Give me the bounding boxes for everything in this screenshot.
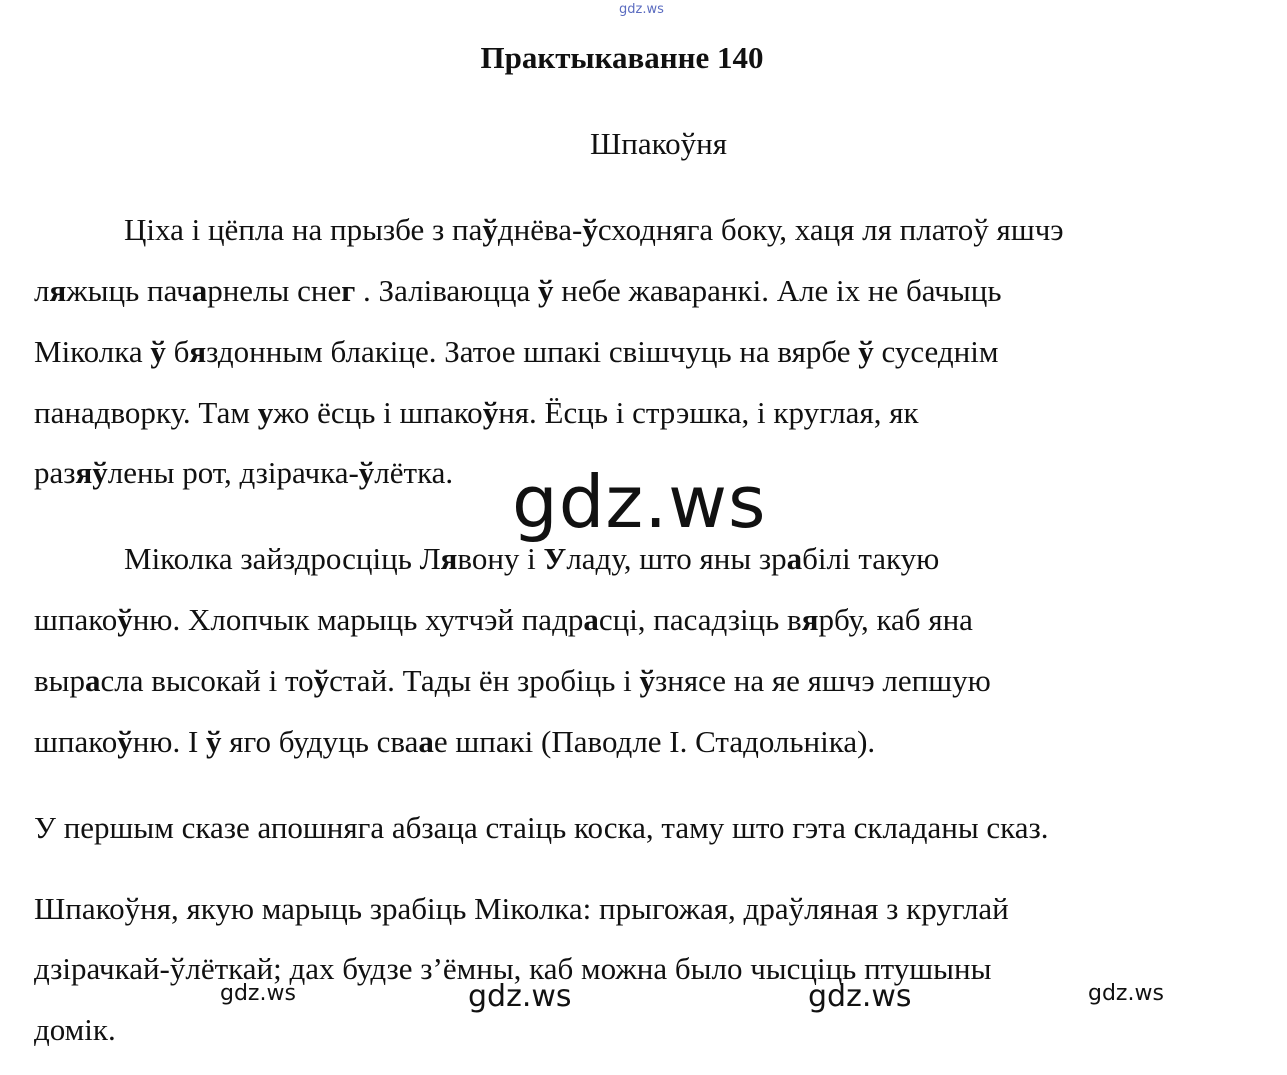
answer-line: домік. <box>34 1012 116 1047</box>
answer-comma: У першым сказе апошняга абзаца стаіць коска, таму што гэта складаны сказ. <box>34 810 1049 845</box>
highlighted-letter: а <box>191 273 208 308</box>
paragraph-line: Міколка ў бяздонным блакіце. Затое шпакі свішчуць на вярбе ў суседнім <box>34 334 999 369</box>
highlighted-letter: я <box>75 455 93 490</box>
highlighted-letter: я <box>440 541 458 576</box>
answer-line: дзірачкай-ўлёткай; дах будзе з’ёмны, каб можна было чысціць птушыны <box>34 951 992 986</box>
highlighted-letter: ў <box>538 273 554 308</box>
exercise-heading: Практыкаванне 140 <box>480 40 764 75</box>
highlighted-letter: а <box>583 602 599 637</box>
highlighted-letter: ў <box>482 395 499 430</box>
highlighted-letter: а <box>786 541 803 576</box>
text-title: Шпакоўня <box>590 126 727 161</box>
paragraph-line: шпакоўню. І ў яго будуць сваае шпакі (Паводле І. Стадольніка). <box>34 724 876 759</box>
answer-line: Шпакоўня, якую марыць зрабіць Міколка: прыгожая, драўляная з круглай <box>34 891 1009 926</box>
highlighted-letter: а <box>84 663 101 698</box>
watermark-bottom: gdz.ws <box>1088 981 1164 1006</box>
paragraph-line: разяўлены рот, дзірачка-ўлётка. <box>34 455 454 490</box>
highlighted-letter: ў <box>313 663 330 698</box>
paragraph-line: ляжыць пачарнелы снег . Заліваюцца ў небе жаваранкі. Але іх не бачыць <box>34 273 1002 308</box>
highlighted-letter: ў <box>582 212 598 247</box>
watermark-center: gdz.ws <box>512 460 767 544</box>
highlighted-letter: ў <box>117 602 133 637</box>
highlighted-letter: у <box>257 395 274 430</box>
highlighted-letter: я <box>49 273 67 308</box>
paragraph-line: Міколка зайздросціць Лявону і Уладу, што яны зрабілі такую <box>124 541 940 576</box>
highlighted-letter: г <box>341 273 356 308</box>
highlighted-letter: ў <box>358 455 375 490</box>
highlighted-letter: ў <box>117 724 133 759</box>
highlighted-letter: У <box>543 541 567 576</box>
highlighted-letter: ў <box>639 663 656 698</box>
highlighted-letter: ў <box>482 212 498 247</box>
paragraph-line: Ціха і цёпла на прызбе з паўднёва-ўсходняга боку, хаця ля платоў яшчэ <box>124 212 1064 247</box>
watermark-bottom: gdz.ws <box>808 979 912 1014</box>
watermark-top: gdz.ws <box>619 2 664 17</box>
highlighted-letter: ў <box>858 334 874 369</box>
highlighted-letter: ў <box>92 455 108 490</box>
paragraph-line: панадворку. Там ужо ёсць і шпакоўня. Ёсць і стрэшка, і круглая, як <box>34 395 919 430</box>
highlighted-letter: ў <box>206 724 222 759</box>
paragraph-line: вырасла высокай і тоўстай. Тады ён зробіць і ўзнясе на яе яшчэ лепшую <box>34 663 991 698</box>
highlighted-letter: а <box>418 724 434 759</box>
highlighted-letter: я <box>189 334 207 369</box>
highlighted-letter: я <box>801 602 819 637</box>
paragraph-line: шпакоўню. Хлопчык марыць хутчэй падрасці, пасадзіць вярбу, каб яна <box>34 602 973 637</box>
watermark-bottom: gdz.ws <box>220 981 296 1006</box>
highlighted-letter: ў <box>150 334 166 369</box>
watermark-bottom: gdz.ws <box>468 979 572 1014</box>
